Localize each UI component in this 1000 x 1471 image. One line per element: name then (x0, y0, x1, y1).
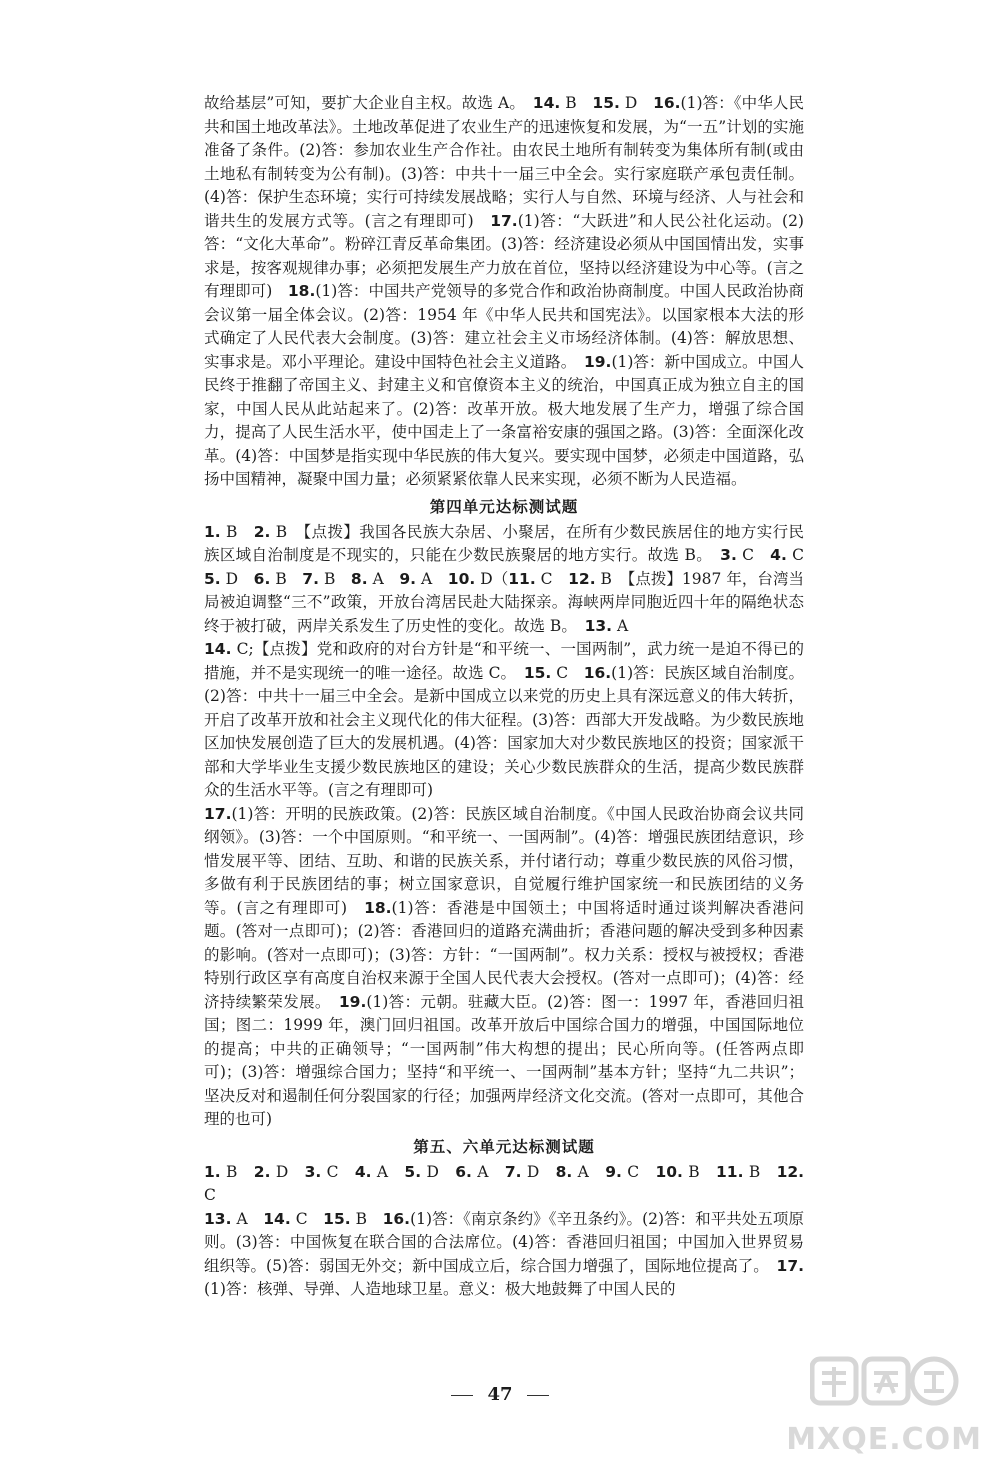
question-number: 6. (253, 569, 271, 588)
question-number: 15. (523, 663, 552, 682)
question-number: 18. (364, 898, 392, 917)
question-number: 3. (720, 546, 737, 564)
question-number: 2. (253, 1162, 271, 1181)
question-number: 4. (770, 546, 787, 564)
question-number: 1. (204, 1162, 221, 1181)
question-number: 10. (655, 1162, 683, 1181)
question-number: 17. (776, 1256, 804, 1275)
answer-block-unit3: 故给基层”可知，要扩大企业自主权。故选 A。 14. B 15. D 16.(1)答：《中华人民共和国土地改革法》。土地改革促进了农业生产的迅速恢复和发展，为“一五”计划的实施准备了条件。(2)答：参加农业生产合作社。由农民土地所有制转变为集体所有制(或由土地私有制转变为公有制)。(3)答：中共十一届三中全会。实行家庭联产承包责任制。(4)答：保护生态环境；实行可持续发展战略；实行人与自然、环境与经济、人与社会和谐共生的发展方式等。(言之有理即可) 17.(1)答：“大跃进”和人民公社化运动。(2)答：“文化大革命”。粉碎江青反革命集团。(3)答：经济建设必须从中国国情出发，实事求是，按客观规律办事；必须把发展生产力放在首位，坚持以经济建设为中心等。(言之有理即可) 18.(1)答：中国共产党领导的多党合作和政治协商制度。中国人民政治协商会议第一届全体会议。(2)答：1954 年《中华人民共和国宪法》。以国家根本大法的形式确定了人民代表大会制度。(3)答：建立社会主义市场经济体制。(4)答：解放思想、实事求是。邓小平理论。建设中国特色社会主义道路。 19.(1)答：新中国成立。中国人民终于推翻了帝国主义、封建主义和官僚资本主义的统治，中国真正成为独立自主的国家，中国人民从此站起来了。(2)答：改革开放。极大地发展了生产力，增强了综合国力，提高了人民生活水平，使中国走上了一条富裕安康的强国之路。(3)答：全面深化改革。(4)答：中国梦是指实现中华民族的伟大复兴。要实现中国梦，必须走中国道路，弘扬中国精神，凝聚中国力量；必须紧紧依靠人民来实现，必须不断为人民造福。 (204, 94, 805, 488)
question-number: 7. (302, 569, 319, 588)
answer-block-unit4-choice: 1. B 2. B 【点拨】我国各民族大杂居、小聚居，在所有少数民族居住的地方实行民族区域自治制度是不现实的，只能在少数民族聚居的地方实行。故选 B。 3. C 4. C 5. D 6. B 7. B 8. A 9. A 10. D（11. C 12. B 【点拨】1987 年，台湾当局被迫调整“三不”政策，开放台湾居民赴大陆探亲。海峡两岸同胞近四十年的隔绝状态终于被打破，两岸关系发生了历史性的变化。故选 B。 13. A (204, 522, 820, 635)
question-number: 6. (455, 1162, 472, 1181)
question-number: 8. (555, 1162, 573, 1181)
question-number: 3. (304, 1162, 322, 1181)
question-number: 19. (583, 352, 612, 371)
question-number: 9. (605, 1162, 622, 1181)
answer-block-unit4-q17-19: 17.(1)答：开明的民族政策。(2)答：民族区域自治制度。《中国人民政治协商会议共同纲领》。(3)答：一个中国原则。“和平统一、一国两制”。(4)答：增强民族团结意识，珍惜发展平等、团结、互助、和谐的民族关系，并付诸行动；尊重少数民族的风俗习惯，多做有利于民族团结的事；树立国家意识，自觉履行维护国家统一和民族团结的义务等。(言之有理即可) 18.(1)答：香港是中国领土；中国将适时通过谈判解决香港问题。(答对一点即可)；(2)答：香港回归的道路充满曲折；香港问题的解决受到多种因素的影响。(答对一点即可)；(3)答：方针：“一国两制”。权力关系：授权与被授权；香港特别行政区享有高度自治权来源于全国人民代表大会授权。(答对一点即可)；(4)答：经济持续繁荣发展。 19.(1)答：元朝。驻藏大臣。(2)答：图一：1997 年，香港回归祖国；图二：1999 年，澳门回归祖国。改革开放后中国综合国力的增强，中国国际地位的提高；中共的正确领导；“一国两制”伟大构想的提出；民心所向等。(任答两点即可)；(3)答：增强综合国力；坚持“和平统一、一国两制”基本方针；坚持“九二共识”；坚决反对和遏制任何分裂国家的行径；加强两岸经济文化交流。(答对一点即可，其他合理的也可) (204, 804, 804, 1128)
answer-block-unit4-q14-16: 14. C;【点拨】党和政府的对台方针是“和平统一、一国两制”，武力统一是迫不得已的措施，并不是实现统一的唯一途径。故选 C。 15. C 16.(1)答：民族区域自治制度。(2)答：中共十一届三中全会。是新中国成立以来党的历史上具有深远意义的伟大转折，开启了改革开放和社会主义现代化的伟大征程。(3)答：西部大开发战略。为少数民族地区加快发展创造了巨大的发展机遇。(4)答：国家加大对少数民族地区的投资；国家派干部和大学毕业生支援少数民族地区的建设；关心少数民族群众的生活，提高少数民族群众的生活水平等。(言之有理即可) (204, 640, 804, 799)
page-number-dash-right (527, 1395, 549, 1396)
question-number: 11. (508, 569, 536, 588)
question-number: 15. (323, 1209, 351, 1228)
watermark-text: MXQE.COM (786, 1422, 982, 1457)
question-number: 11. (716, 1162, 744, 1181)
section-heading-unit4: 第四单元达标测试题 (429, 497, 579, 516)
answer-block-unit56-choice: 1. B 2. D 3. C 4. A 5. D 6. A 7. D 8. A 9. C 10. B 11. B 12. C (204, 1162, 805, 1204)
question-number: 14. (204, 640, 232, 658)
question-number: 12. (568, 569, 596, 588)
question-number: 16. (653, 94, 681, 112)
page-number-text: 47 (487, 1384, 513, 1405)
question-number: 17. (490, 211, 518, 230)
question-number: 13. (204, 1209, 232, 1228)
question-number: 9. (399, 569, 417, 588)
question-number: 16. (382, 1209, 411, 1228)
question-number: 5. (204, 569, 221, 588)
question-number: 14. (263, 1209, 291, 1228)
question-number: 4. (354, 1162, 372, 1181)
question-number: 19. (338, 992, 367, 1011)
question-number: 8. (350, 569, 368, 588)
answer-page (204, 92, 820, 1302)
question-number: 10. (447, 569, 476, 588)
answer-block-unit56-q13-17: 13. A 14. C 15. B 16.(1)答：《南京条约》《辛丑条约》。(2)答：和平共处五项原则。(3)答：中国恢复在联合国的合法席位。(4)答：香港回归祖国；中国加入世界贸易组织等。(5)答：弱国无外交；新中国成立后，综合国力增强了，国际地位提高了。 17.(1)答：核弹、导弹、人造地球卫星。意义：极大地鼓舞了中国人民的 (204, 1209, 804, 1298)
question-number: 13. (584, 616, 613, 635)
question-number: 17. (204, 804, 232, 823)
page-number-dash-left (451, 1395, 473, 1396)
section-heading-unit5-6: 第五、六单元达标测试题 (413, 1137, 595, 1156)
question-number: 5. (404, 1162, 422, 1181)
question-number: 14. (532, 94, 561, 112)
watermark-logo-icon (810, 1353, 960, 1413)
question-number: 12. (776, 1162, 805, 1181)
question-number: 7. (504, 1162, 522, 1181)
question-number: 18. (287, 282, 316, 300)
question-number: 1. (204, 522, 221, 541)
question-number: 16. (583, 663, 612, 682)
question-number: 15. (592, 94, 620, 112)
question-number: 2. (253, 522, 271, 541)
